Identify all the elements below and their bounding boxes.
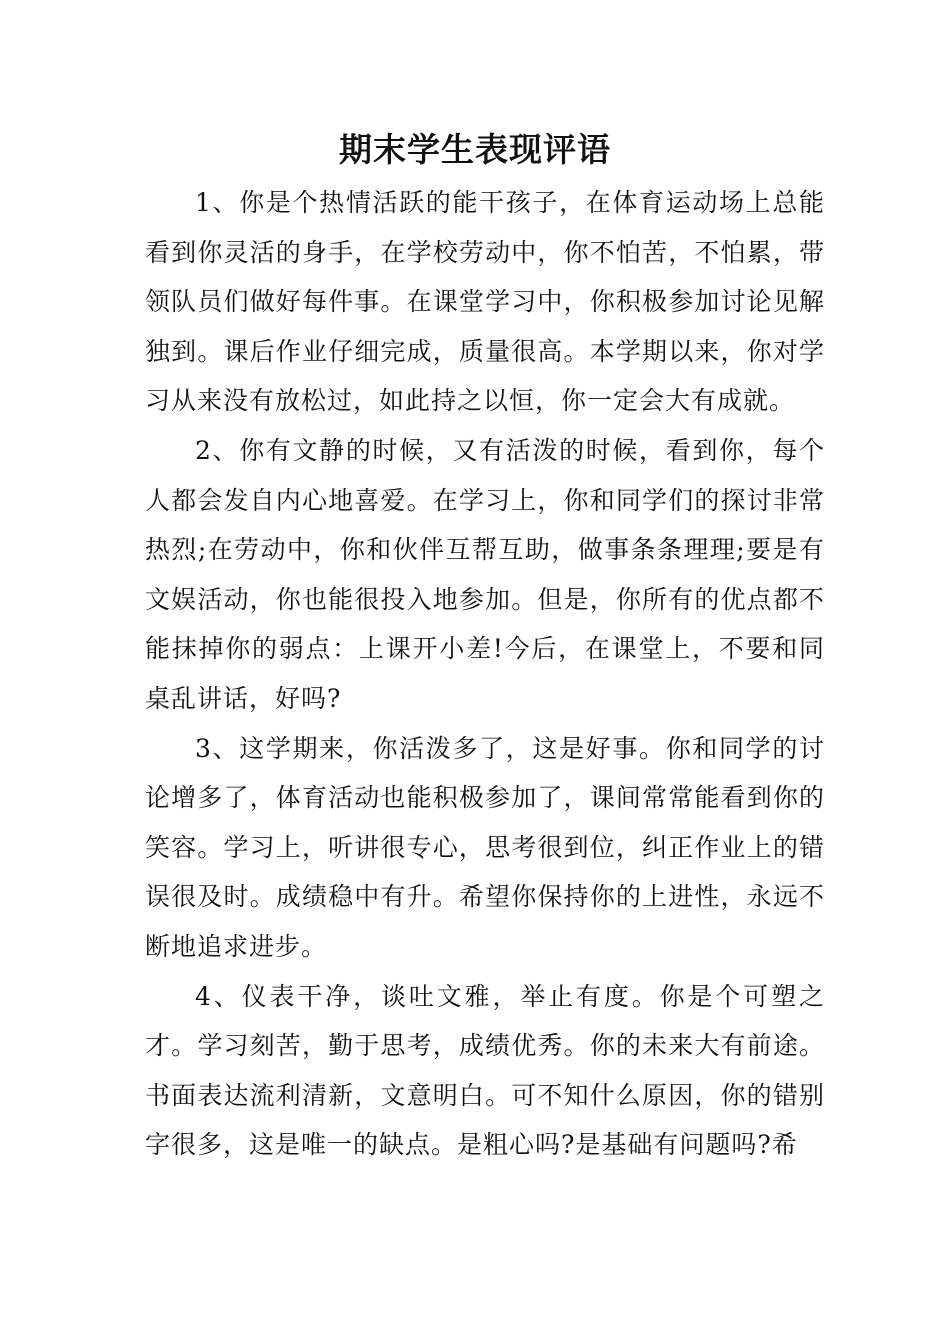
- comment-paragraph-4: 4、仪表干净，谈吐文雅，举止有度。你是个可塑之才。学习刻苦，勤于思考，成绩优秀。你的未来大有前途。书面表达流利清新，文意明白。可不知什么原因，你的错别字很多，这是唯一的缺点。是粗心吗?是基础有问题吗?希: [145, 981, 825, 1160]
- comment-paragraph-2: 2、你有文静的时候，又有活泼的时候，看到你，每个人都会发自内心地喜爱。在学习上，你和同学们的探讨非常热烈;在劳动中，你和伙伴互帮互助，做事条条理理;要是有文娱活动，你也能很投入地参加。但是，你所有的优点都不能抹掉你的弱点：上课开小差!今后，在课堂上，不要和同桌乱讲话，好吗?: [145, 435, 825, 713]
- document-title: 期末学生表现评语: [339, 130, 611, 169]
- document-body: [145, 178, 825, 1170]
- comment-paragraph-3: 3、这学期来，你活泼多了，这是好事。你和同学的讨论增多了，体育活动也能积极参加了，课间常常能看到你的笑容。学习上，听讲很专心，思考很到位，纠正作业上的错误很及时。成绩稳中有升。希望你保持你的上进性，永远不断地追求进步。: [145, 733, 825, 961]
- comment-paragraph-1: 1、你是个热情活跃的能干孩子，在体育运动场上总能看到你灵活的身手，在学校劳动中，你不怕苦，不怕累，带领队员们做好每件事。在课堂学习中，你积极参加讨论见解独到。课后作业仔细完成，质量很高。本学期以来，你对学习从来没有放松过，如此持之以恒，你一定会大有成就。: [145, 188, 825, 416]
